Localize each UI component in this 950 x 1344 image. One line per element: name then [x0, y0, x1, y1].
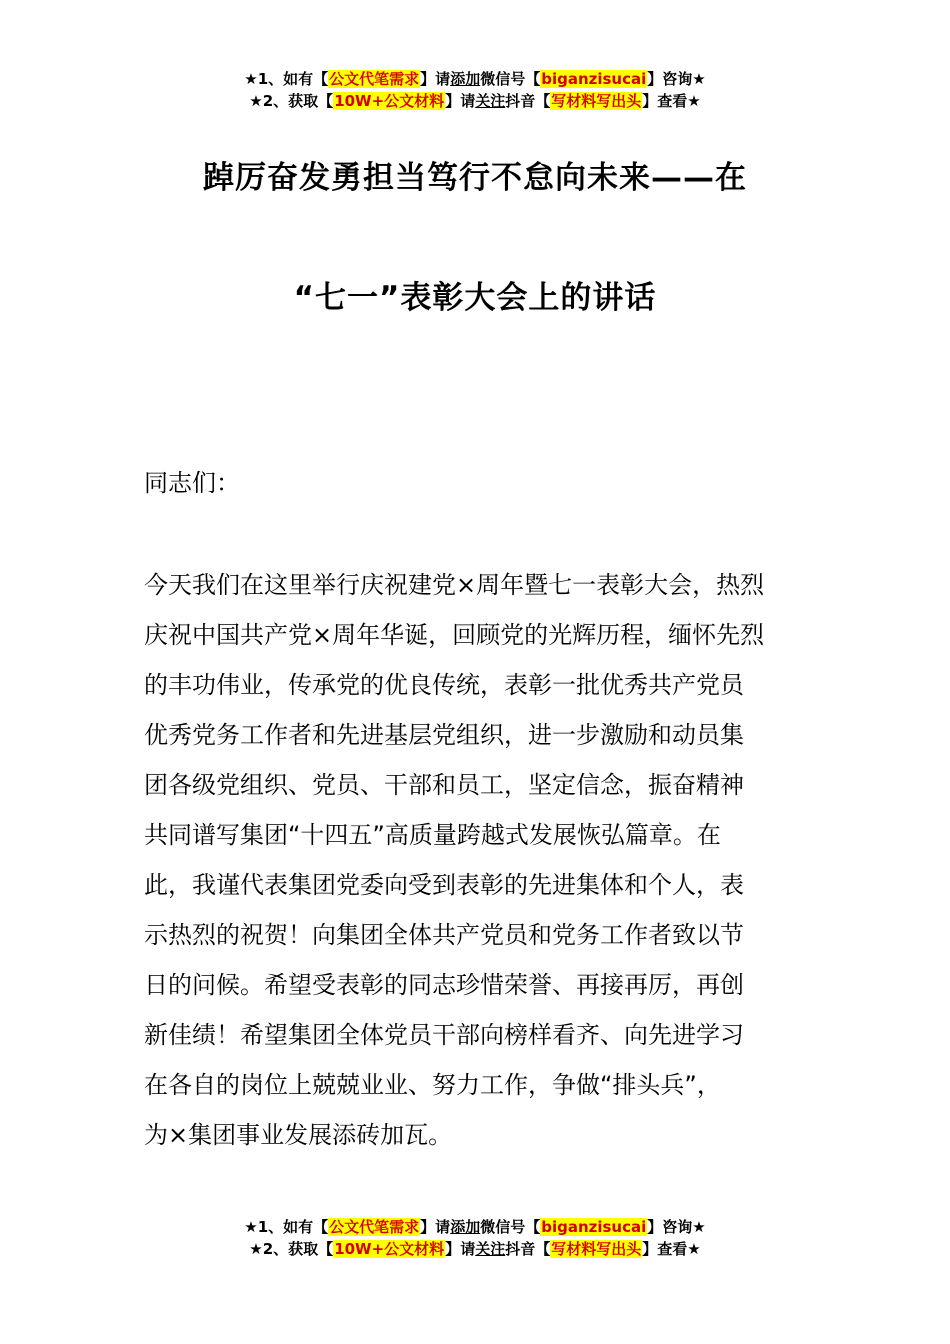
banner-text: 微信号【 [480, 70, 541, 88]
body-line: 日的问候。希望受表彰的同志珍惜荣誉、再接再厉，再创 [144, 971, 744, 999]
banner-line-2 [0, 1238, 950, 1260]
body-line: 团各级党组织、党员、干部和员工，坚定信念，振奋精神 [144, 771, 744, 799]
banner-text: 】查看★ [642, 1240, 701, 1258]
banner-line-1 [0, 1216, 950, 1238]
banner-line-1 [0, 68, 950, 90]
banner-douyin-id: 写材料写出头 [551, 92, 642, 110]
header-banner [0, 68, 950, 112]
body-line: 示热烈的祝贺！向集团全体共产党员和党务工作者致以节 [144, 921, 744, 949]
salutation: 同志们： [144, 469, 240, 497]
banner-text: 】请 [445, 92, 476, 110]
banner-text: 】咨询★ [647, 1218, 706, 1236]
document-title-line-1: 踔厉奋发勇担当笃行不怠向未来——在 [203, 160, 747, 196]
body-line: 此，我谨代表集团党委向受到表彰的先进集体和个人，表 [144, 871, 744, 899]
banner-douyin-id: 写材料写出头 [551, 1240, 642, 1258]
banner-text: 抖音【 [505, 1240, 551, 1258]
banner-underlined: 关注 [475, 92, 506, 110]
banner-text: ★2、获取【 [249, 1240, 334, 1258]
banner-text: ★2、获取【 [249, 92, 334, 110]
banner-highlight: 10W+公文材料 [334, 92, 445, 110]
banner-text: 抖音【 [505, 92, 551, 110]
banner-text: 】请 [420, 1218, 451, 1236]
body-line: 优秀党务工作者和先进基层党组织，进一步激励和动员集 [144, 721, 744, 749]
body-line: 新佳绩！希望集团全体党员干部向榜样看齐、向先进学习 [144, 1021, 744, 1049]
banner-text: ★1、如有【 [244, 70, 329, 88]
body-line: 庆祝中国共产党×周年华诞，回顾党的光辉历程，缅怀先烈 [144, 621, 765, 649]
banner-text: 微信号【 [480, 1218, 541, 1236]
banner-wechat-id: biganzisucai [541, 70, 647, 88]
banner-underlined: 添加 [450, 70, 481, 88]
banner-highlight: 公文代笔需求 [329, 70, 420, 88]
banner-text: ★1、如有【 [244, 1218, 329, 1236]
body-line: 今天我们在这里举行庆祝建党×周年暨七一表彰大会，热烈 [144, 571, 765, 599]
body-paragraph [144, 560, 810, 1160]
banner-text: 】咨询★ [647, 70, 706, 88]
footer-banner [0, 1216, 950, 1260]
banner-line-2 [0, 90, 950, 112]
banner-text: 】请 [420, 70, 451, 88]
banner-text: 】请 [445, 1240, 476, 1258]
banner-highlight: 公文代笔需求 [329, 1218, 420, 1236]
body-line: 的丰功伟业，传承党的优良传统，表彰一批优秀共产党员 [144, 671, 744, 699]
banner-wechat-id: biganzisucai [541, 1218, 647, 1236]
body-line: 共同谱写集团“十四五”高质量跨越式发展恢弘篇章。在 [144, 821, 721, 849]
banner-underlined: 关注 [475, 1240, 506, 1258]
banner-highlight: 10W+公文材料 [334, 1240, 445, 1258]
banner-text: 】查看★ [642, 92, 701, 110]
body-line: 在各自的岗位上兢兢业业、努力工作，争做“排头兵”， [144, 1071, 721, 1099]
banner-underlined: 添加 [450, 1218, 481, 1236]
document-title-line-2: “七一”表彰大会上的讲话 [293, 280, 657, 316]
body-line: 为×集团事业发展添砖加瓦。 [144, 1121, 453, 1149]
